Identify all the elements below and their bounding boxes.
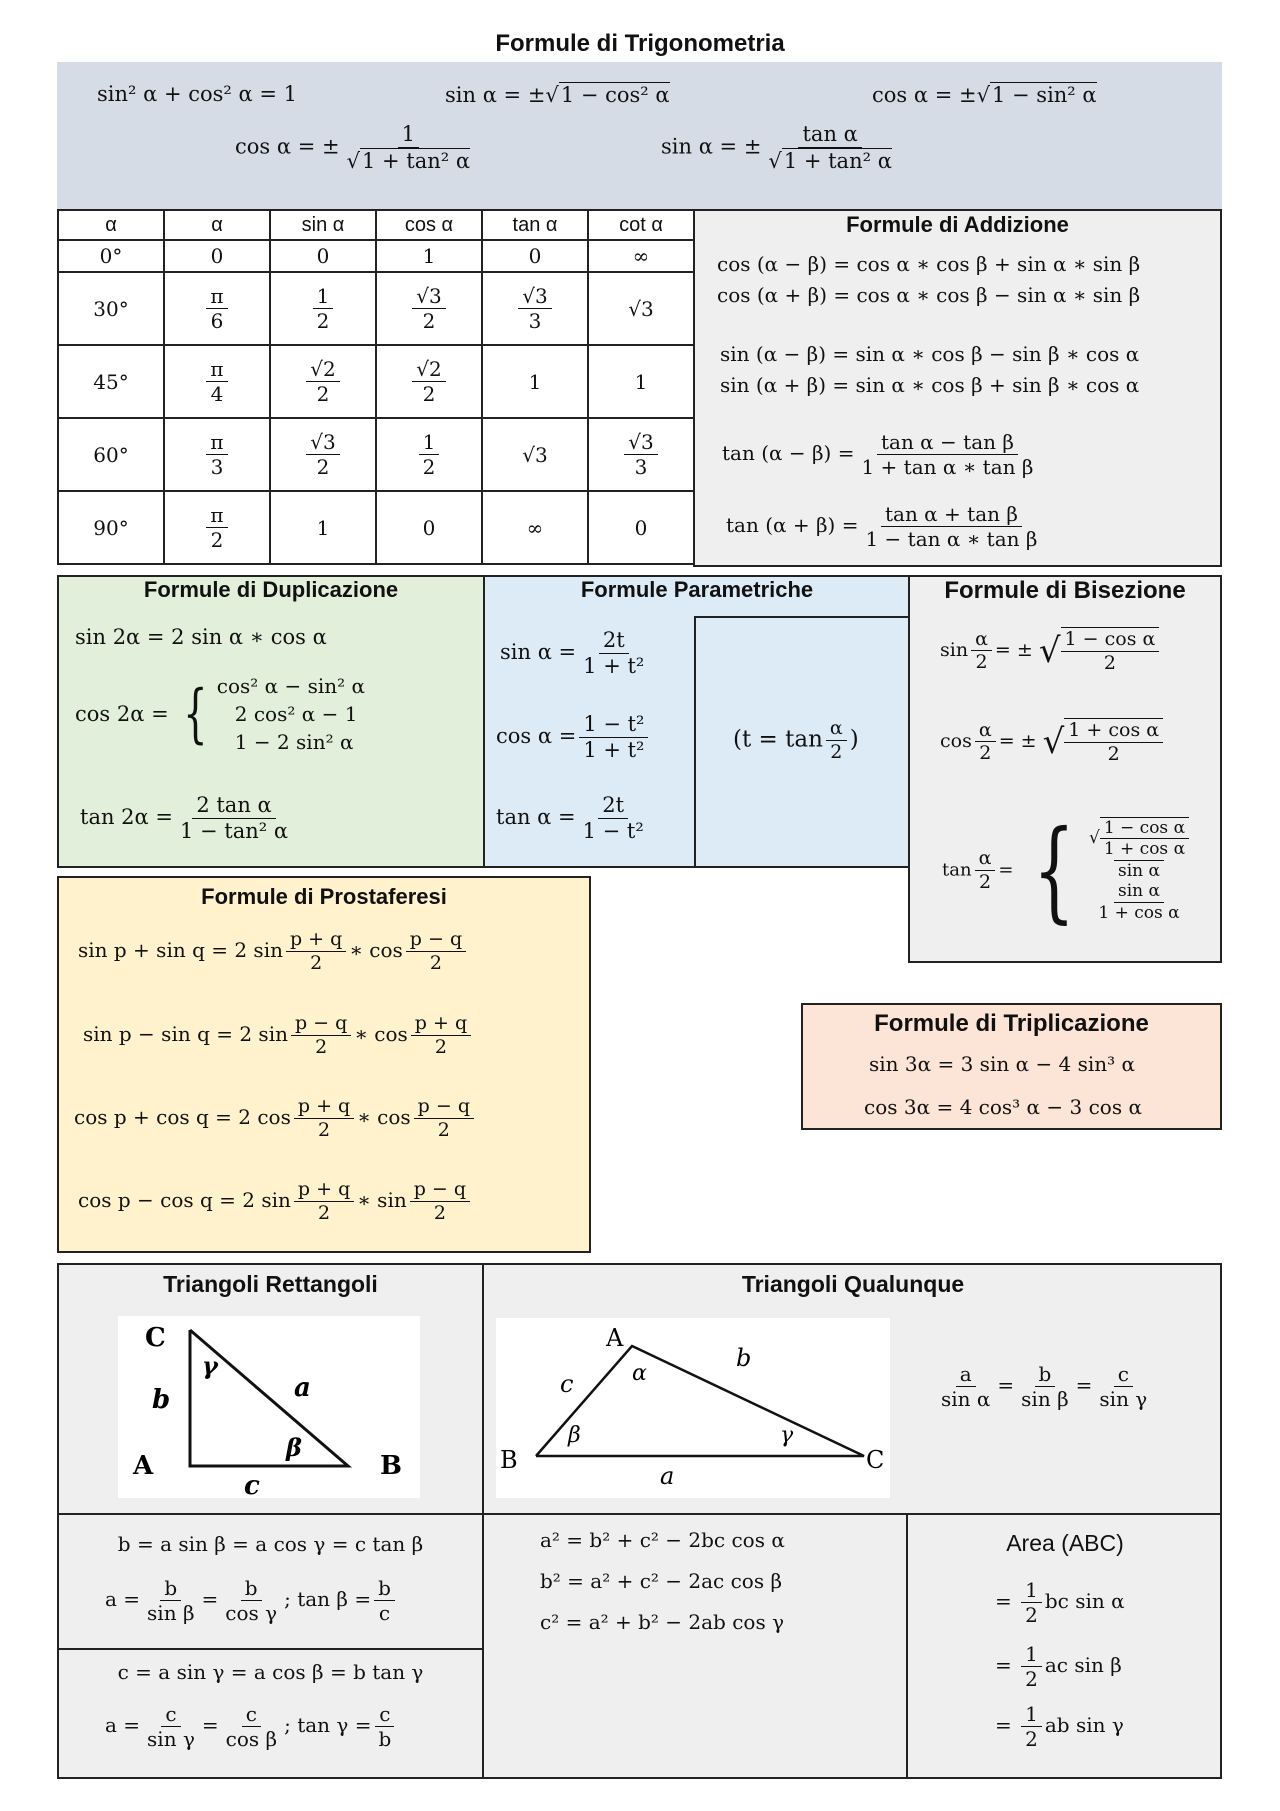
formula-sin-3a: sin 3α = 3 sin α − 4 sin³ α [869, 1052, 1136, 1076]
law-of-cosines-b: b² = a² + c² − 2ac cos β [540, 1569, 783, 1593]
formula-tan-2a: tan 2α = $\frac{\text{2 tan α}}{\text{1 − tan² α}}$ [80, 793, 289, 844]
table-cell: 1 [482, 345, 588, 418]
table-row [58, 491, 694, 564]
bisezione-title: Formule di Bisezione [944, 577, 1186, 604]
side-label-b: b [152, 1385, 171, 1415]
duplicazione-title: Formule di Duplicazione [143, 577, 399, 602]
angle-label-gamma: γ [202, 1351, 218, 1380]
table-cell: $\frac{√3}{2}$ [270, 418, 376, 491]
divider [482, 1263, 484, 1779]
table-cell: 0 [164, 240, 270, 272]
right-triangle-figure [118, 1316, 420, 1498]
divider [57, 1513, 1222, 1515]
table-header: cos α [376, 210, 482, 240]
general-triangle-figure [496, 1318, 890, 1498]
table-row [58, 272, 694, 345]
identity-cos-from-tan: cos α = ± $\frac{1}{\text{√1 + tan² α}}$ [235, 122, 471, 174]
table-cell: √3 [482, 418, 588, 491]
table-cell: 0 [270, 240, 376, 272]
area-formula-1: = $\frac{1}{2}$ bc sin α [995, 1578, 1125, 1627]
table-cell: $\frac{\pi}{4}$ [164, 345, 270, 418]
formula-sin-half: sin $\frac{\alpha}{2}$ = ± √ $\frac{\text{1 − cos α}}{2}$ [940, 627, 1162, 675]
table-cell: $\frac{\pi}{6}$ [164, 272, 270, 345]
divider [696, 616, 911, 618]
table-cell: 45° [58, 345, 164, 418]
notable-angles-table [57, 209, 695, 565]
table-header: tan α [482, 210, 588, 240]
table-cell: 0 [588, 491, 694, 564]
addizione-title: Formule di Addizione [846, 212, 1069, 237]
law-of-cosines-a: a² = b² + c² − 2bc cos α [540, 1528, 785, 1552]
table-cell: 30° [58, 272, 164, 345]
parametriche-title: Formule Parametriche [580, 577, 814, 602]
vertex-label-c: C [866, 1446, 885, 1474]
table-row [58, 345, 694, 418]
law-of-cosines-c: c² = a² + b² − 2ab cos γ [540, 1610, 785, 1634]
formula-tan-diff: tan (α − β) = $\frac{\text{tan α − tan β}}{\text{1 + tan α ∗ tan β}}$ [722, 430, 1034, 479]
formula-prost-2: sin p − sin q = 2 sin $\frac{p - q}{2}$ ∗ cos $\frac{p + q}{2}$ [83, 1012, 474, 1059]
formula-cos-2a: cos 2α = { cos² α − sin² α 2 cos² α − 1 1 − 2 sin² α [75, 674, 366, 754]
table-header: α [58, 210, 164, 240]
formula-cos-half: cos $\frac{\alpha}{2}$ = ± √ $\frac{\text{1 + cos α}}{2}$ [940, 718, 1166, 766]
vertex-label-b: B [500, 1446, 518, 1474]
table-row [58, 418, 694, 491]
table-cell: $\frac{1}{2}$ [376, 418, 482, 491]
table-cell: $\frac{√2}{2}$ [376, 345, 482, 418]
table-cell: 90° [58, 491, 164, 564]
formula-cos-sum: cos (α + β) = cos α ∗ cos β − sin α ∗ sin β [717, 283, 1141, 307]
side-label-b: b [736, 1344, 752, 1372]
table-cell: 1 [270, 491, 376, 564]
vertex-label-b: B [380, 1451, 402, 1481]
side-label-c: c [244, 1471, 260, 1498]
formula-rett-b: b = a sin β = a cos γ = c tan β [117, 1532, 424, 1556]
table-cell: 60° [58, 418, 164, 491]
table-cell: $\frac{√3}{2}$ [376, 272, 482, 345]
area-formula-2: = $\frac{1}{2}$ ac sin β [995, 1642, 1122, 1691]
table-cell: 1 [376, 240, 482, 272]
side-label-a: a [660, 1462, 675, 1490]
table-cell: 0° [58, 240, 164, 272]
formula-sin-2a: sin 2α = 2 sin α ∗ cos α [75, 625, 327, 649]
area-formula-3: = $\frac{1}{2}$ ab sin γ [995, 1702, 1124, 1751]
formula-sin-diff: sin (α − β) = sin α ∗ cos β − sin β ∗ cos α [720, 342, 1140, 366]
prostaferesi-title: Formule di Prostaferesi [201, 884, 447, 909]
law-of-sines: $\frac{a}{\text{sin α}}$ = $\frac{b}{\text{sin β}}$ = $\frac{c}{\text{sin γ}}$ [941, 1362, 1148, 1411]
table-cell: 0 [376, 491, 482, 564]
formula-param-sin: sin α = $\frac{2t}{\text{1 + t²}}$ [500, 628, 645, 679]
formula-tan-sum: tan (α + β) = $\frac{\text{tan α + tan β}}{\text{1 − tan α ∗ tan β}}$ [726, 502, 1038, 551]
divider [694, 616, 696, 868]
formula-cos-3a: cos 3α = 4 cos³ α − 3 cos α [864, 1095, 1142, 1119]
formula-rett-c: c = a sin γ = a cos β = b tan γ [117, 1660, 424, 1684]
divider [57, 1648, 484, 1650]
table-cell: $\frac{√3}{3}$ [482, 272, 588, 345]
table-cell: ∞ [482, 491, 588, 564]
formula-rett-a2: a = $\frac{c}{\text{sin γ}}$ = $\frac{c}{\text{cos β}}$ ; tan γ = $\frac{c}{b}$ [105, 1702, 398, 1751]
formula-tan-half: tan $\frac{\alpha}{2}$ = { √ $\frac{\text{1 − cos α}}{\text{1 + cos α}}$ sin α $\frac{\text{sin α}}{\text{1 + cos α}}$ [942, 815, 1189, 925]
rettangoli-title: Triangoli Rettangoli [163, 1271, 378, 1297]
formula-param-cos: cos α = $\frac{\text{1 − t²}}{\text{1 + t²}}$ [496, 712, 651, 763]
page-title: Formule di Trigonometria [495, 30, 785, 57]
formula-prost-4: cos p − cos q = 2 sin $\frac{p + q}{2}$ ∗ sin $\frac{p - q}{2}$ [78, 1178, 473, 1225]
identity-sin-from-cos: sin α = ±√1 − cos² α [445, 83, 670, 107]
table-cell: $\frac{\pi}{3}$ [164, 418, 270, 491]
table-cell: $\frac{\pi}{2}$ [164, 491, 270, 564]
table-cell: √3 [588, 272, 694, 345]
table-cell: ∞ [588, 240, 694, 272]
formula-rett-a1: a = $\frac{b}{\text{sin β}}$ = $\frac{b}{\text{cos γ}}$ ; tan β = $\frac{b}{c}$ [105, 1576, 398, 1625]
formula-cos-diff: cos (α − β) = cos α ∗ cos β + sin α ∗ sin β [717, 252, 1141, 276]
table-header: α [164, 210, 270, 240]
triplicazione-title: Formule di Triplicazione [874, 1010, 1149, 1037]
table-header: cot α [588, 210, 694, 240]
table-cell: $\frac{√2}{2}$ [270, 345, 376, 418]
table-cell: $\frac{1}{2}$ [270, 272, 376, 345]
angle-label-alpha: α [632, 1361, 647, 1386]
identity-pythagorean: sin² α + cos² α = 1 [97, 82, 298, 106]
formula-sin-sum: sin (α + β) = sin α ∗ cos β + sin β ∗ cos α [720, 373, 1140, 397]
formula-param-tan: tan α = $\frac{2t}{\text{1 − t²}}$ [496, 793, 644, 844]
angle-label-gamma: γ [780, 1423, 794, 1448]
angle-label-beta: β [568, 1423, 581, 1448]
table-row [58, 240, 694, 272]
qualunque-title: Triangoli Qualunque [741, 1271, 965, 1297]
table-cell: 0 [482, 240, 588, 272]
table-header: sin α [270, 210, 376, 240]
identity-cos-from-sin: cos α = ±√1 − sin² α [872, 83, 1097, 107]
angle-label-beta: β [286, 1433, 302, 1462]
side-label-c: c [560, 1370, 574, 1398]
identity-sin-from-tan: sin α = ± $\frac{\text{tan α}}{\text{√1 + tan² α}}$ [661, 122, 892, 174]
side-label-a: a [294, 1373, 311, 1403]
right-triangle-icon [118, 1316, 420, 1498]
table-cell: $\frac{√3}{3}$ [588, 418, 694, 491]
formula-prost-1: sin p + sin q = 2 sin $\frac{p + q}{2}$ ∗ cos $\frac{p - q}{2}$ [78, 928, 469, 975]
vertex-label-a: A [606, 1324, 624, 1352]
general-triangle-icon [496, 1318, 890, 1498]
area-title: Area (ABC) [1006, 1530, 1124, 1556]
formula-prost-3: cos p + cos q = 2 cos $\frac{p + q}{2}$ ∗ cos $\frac{p - q}{2}$ [74, 1095, 477, 1142]
vertex-label-a: A [133, 1451, 154, 1481]
table-cell: 1 [588, 345, 694, 418]
vertex-label-c: C [145, 1323, 166, 1353]
param-t-definition: (t = tan $\frac{\alpha}{2}$ ) [733, 717, 859, 763]
